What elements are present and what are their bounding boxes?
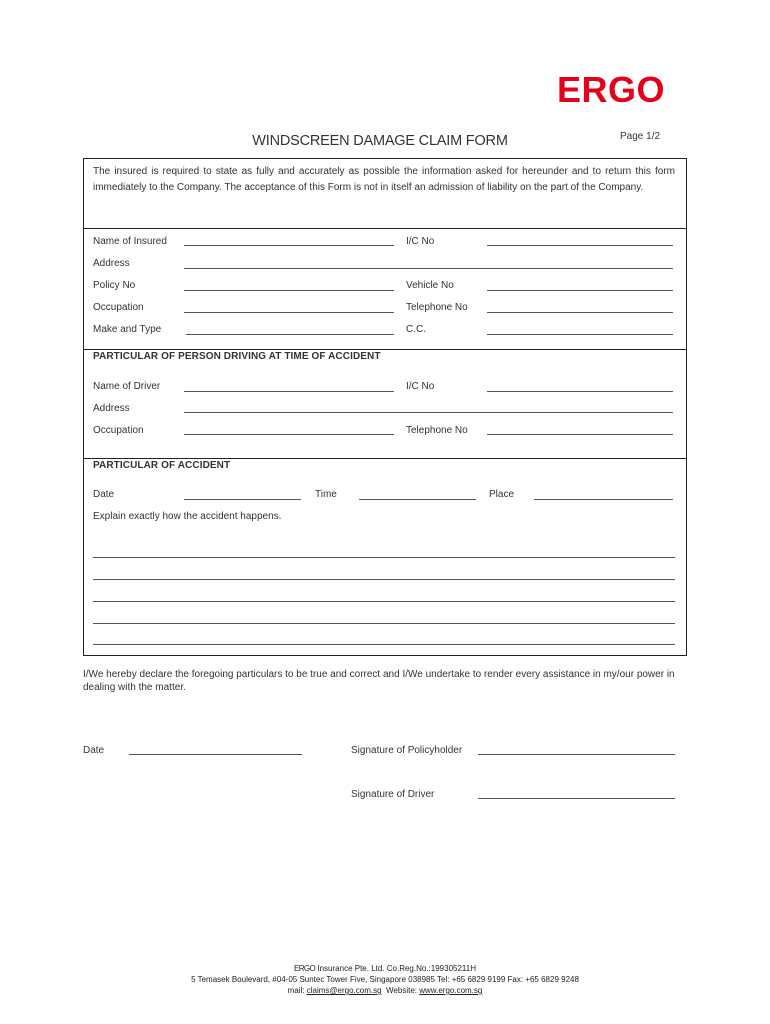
explain-line-5[interactable] <box>93 644 675 645</box>
insured-address-field[interactable] <box>184 268 673 269</box>
cc-label: C.C. <box>406 324 426 335</box>
accident-time-field[interactable] <box>359 499 476 500</box>
intro-text: The insured is required to state as fully and accurately as possible the information asked for hereunder and to return this form immediately to the Company. The acceptance of this Form is not in itself an admission of liability on the part of the Company. <box>93 166 675 193</box>
accident-section-heading: PARTICULAR OF ACCIDENT <box>93 460 231 471</box>
explain-line-1[interactable] <box>93 557 675 558</box>
name-of-driver-field[interactable] <box>184 391 394 392</box>
form-box <box>83 158 687 656</box>
make-type-field[interactable] <box>186 334 394 335</box>
footer-address: 5 Temasek Boulevard, #04-05 Suntec Tower Five, Singapore 038985 Tel: +65 6829 9199 Fax: +65 6829 9248 <box>191 975 579 984</box>
insured-address-label: Address <box>93 258 130 269</box>
divider-driver <box>83 349 687 350</box>
driver-signature-field[interactable] <box>478 798 675 799</box>
declaration-date-label: Date <box>83 745 105 756</box>
insured-occupation-label: Occupation <box>93 302 144 313</box>
driver-address-field[interactable] <box>184 412 673 413</box>
ergo-logo: ERGO <box>557 69 666 110</box>
driver-telephone-field[interactable] <box>487 434 673 435</box>
insured-telephone-field[interactable] <box>487 312 673 313</box>
explain-line-2[interactable] <box>93 579 675 580</box>
footer-website-label: Website: <box>381 986 420 995</box>
page-number: Page 1/2 <box>620 131 661 142</box>
footer-website-link[interactable]: www.ergo.com.sg <box>419 986 483 995</box>
driver-occupation-label: Occupation <box>93 425 144 436</box>
accident-date-label: Date <box>93 489 115 500</box>
explain-line-4[interactable] <box>93 623 675 624</box>
accident-date-field[interactable] <box>184 499 301 500</box>
policy-no-label: Policy No <box>93 280 136 291</box>
name-of-insured-label: Name of Insured <box>93 236 167 247</box>
driver-section-heading: PARTICULAR OF PERSON DRIVING AT TIME OF ACCIDENT <box>93 351 381 362</box>
explain-line-3[interactable] <box>93 601 675 602</box>
make-type-label: Make and Type <box>93 324 162 335</box>
name-of-driver-label: Name of Driver <box>93 381 161 392</box>
cc-field[interactable] <box>487 334 673 335</box>
policyholder-signature-field[interactable] <box>478 754 675 755</box>
footer-email-link[interactable]: claims@ergo.com.sg <box>306 986 382 995</box>
footer-mail-label: mail: <box>287 986 307 995</box>
driver-telephone-label: Telephone No <box>406 425 468 436</box>
divider-accident <box>83 458 687 459</box>
name-of-insured-field[interactable] <box>184 245 394 246</box>
accident-place-label: Place <box>489 489 515 500</box>
driver-signature-label: Signature of Driver <box>351 789 435 800</box>
vehicle-no-label: Vehicle No <box>406 280 454 291</box>
form-title: WINDSCREEN DAMAGE CLAIM FORM <box>252 133 508 149</box>
driver-address-label: Address <box>93 403 130 414</box>
accident-time-label: Time <box>315 489 337 500</box>
divider-intro <box>83 228 687 229</box>
footer-company <box>100 964 670 975</box>
footer-company-line: Insurance Pte. Ltd. Co.Reg.No.:199305211H <box>315 964 476 973</box>
vehicle-no-field[interactable] <box>487 290 673 291</box>
insured-occupation-field[interactable] <box>184 312 394 313</box>
declaration-text: I/We hereby declare the foregoing particulars to be true and correct and I/We undertake to render every assistance in my/our power in dealing with the matter. <box>83 669 675 693</box>
policy-no-field[interactable] <box>184 290 394 291</box>
footer-contact <box>100 986 670 997</box>
driver-ic-label: I/C No <box>406 381 435 392</box>
driver-occupation-field[interactable] <box>184 434 394 435</box>
accident-explain-label: Explain exactly how the accident happens. <box>93 511 282 522</box>
declaration-date-field[interactable] <box>129 754 302 755</box>
insured-ic-field[interactable] <box>487 245 673 246</box>
footer-brand: ERGO <box>293 964 316 973</box>
insured-ic-label: I/C No <box>406 236 435 247</box>
policyholder-signature-label: Signature of Policyholder <box>351 745 463 756</box>
insured-telephone-label: Telephone No <box>406 302 468 313</box>
driver-ic-field[interactable] <box>487 391 673 392</box>
accident-place-field[interactable] <box>534 499 673 500</box>
